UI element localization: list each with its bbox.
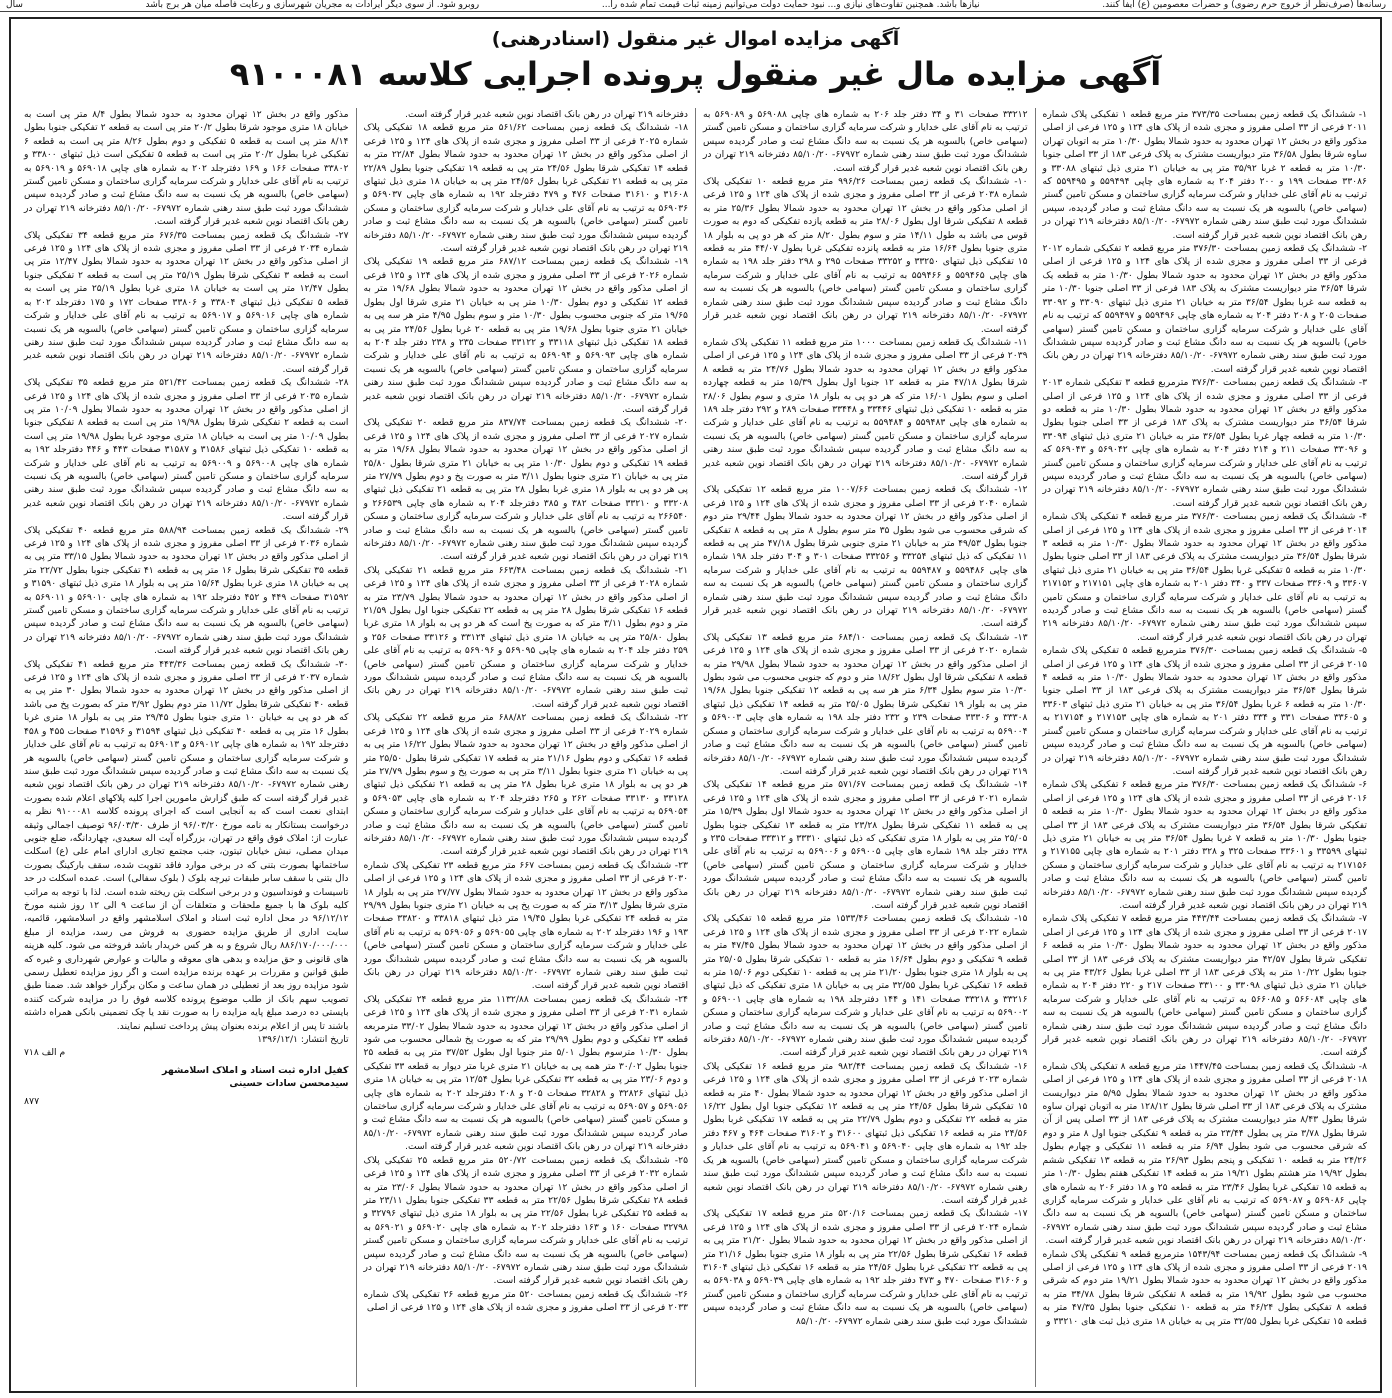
column-4 xyxy=(17,108,356,1387)
notice-item: ۱۱- ششدانگ یک قطعه زمین بمساحت ۱۰۰۰ متر مربع قطعه ۱۱ تفکیکی پلاک شماره ۲۰۳۹ فرعی از ۳۳ اصلی مفروز و مجزی شده از پلاک های ۱۲۴ و ۱۲۵ فرعی از اصلی مذکور واقع در بخش ۱۲ تهران محدود به حدود شمالا بطول ۲۴/۷۶ متر به قطعه ۸ شرقا بطول ۴۷/۱۸ متر به قطعه ۱۲ جنوبا اول بطول ۱۵/۳۹ متر به قطعه چهارده اصلی و سوم بطول ۱۶/۰۱ متر که هر دو پی به بلوار ۱۸ متری و سوم بطول ۲۸/۰۶ متر به قطعه ۱۰ تفکیکی ذیل ثبتهای ۳۳۴۴۶ و ۳۳۴۴۸ صفحات ۲۸۹ و ۲۹۲ دفتر جلد ۱۸۹ به شماره های چاپی ۵۵۹۴۸۳ و ۵۵۹۴۸۴ به ترتیب به نام آقای علی خدایار و شرکت سرمایه گزاری ساختمان و مسکن تامین گستر (سهامی خاص) بالسویه هر یک نسبت به سه دانگ مشاع ثبت و صادر گردیده سپس ششدانگ مورد ثبت طبق سند رهنی شماره ۶۷۹۷۲- ۸۵/۱۰/۲۰ دفترخانه ۲۱۹ تهران در رهن بانک اقتصاد نوین شعبه غدیر قرار گرفته است. xyxy=(703,336,1028,482)
notice-item: ۱۹- ششدانگ یک قطعه زمین بمساحت ۶۸۷/۱۲ متر مربع قطعه ۱۹ تفکیکی پلاک شماره ۲۰۲۶ فرعی از ۳۳ اصلی مفروز و مجزی شده از پلاک های ۱۲۴ و ۱۲۵ فرعی از اصلی مذکور واقع در بخش ۱۲ تهران محدود به حدود شمالا بطول ۱۹/۶۸ متر به قطعه ۱۲ تفکیکی و دوم بطول ۱۰/۳۰ متر پی به خیابان ۲۱ متری شرقا اول بطول ۱۹/۶۵ متر که جنوبی محسوب بطول ۱۰/۳۰ متر و سوم بطول ۴/۹۵ متر هر سه پی به خیابان ۲۱ متری جنوبا بطول ۱۹/۶۸ متر پی به قطعه ۲۰ غربا بطول ۲۴/۵۶ متر پی به قطعه ۱۸ تفکیکی ذیل ثبتهای ۳۳۱۱۸ و ۳۳۱۲۲ صفحات ۲۳۵ و ۲۳۸ دفتر جلد ۲۰۴ به شماره های چاپی ۵۶۹۰۹۳ و ۵۶۹۰۹۴ به ترتیب به نام آقای علی خدایار و شرکت سرمایه گزاری ساختمان و مسکن تامین گستر (سهامی خاص) بالسویه هر یک نسبت به سه دانگ مشاع ثبت و صادر گردیده سپس ششدانگ مورد ثبت طبق سند رهنی شماره ۶۷۹۷۲- ۸۵/۱۰/۲۰ دفترخانه ۲۱۹ تهران در رهن بانک اقتصاد نوین شعبه غدیر قرار گرفته است. xyxy=(363,256,689,415)
notice-item: ۱۴- ششدانگ یک قطعه زمین بمساحت ۵۷۱/۶۷ متر مربع قطعه ۱۴ تفکیکی پلاک شماره ۲۰۲۱ فرعی از ۳۳ اصلی مفروز و مجزی شده از پلاک های ۱۲۴ و ۱۲۵ فرعی از اصلی مذکور واقع در بخش ۱۲ تهران محدود به حدود شمالا اول بطول ۱۵/۳۹ متر پی به قطعه ۱۱ تفکیکی شرقا بطول ۲۳/۲۸ متر به قطعه ۱۳ تفکیکی جنوبا بطول ۲۵/۰۵ متر پی به بلوار ۱۸ متری تفکیکی که ذیل ثبتهای ۳۳۳۱۰ و ۳۳۳۱۲ صفحات ۲۳۵ و ۲۳۸ دفتر جلد ۱۹۸ شماره های چاپی ۵۶۹۰۰۵ و ۵۶۹۰۰۶ به ترتیب به نام آقای علی خدایار و شرکت سرمایه گزاری ساختمان و مسکن تامین گستر (سهامی خاص) بالسویه هر یک نسبت به سه دانگ مشاع ثبت و صادر گردیده سپس ششدانگ مورد ثبت طبق سند رهنی شماره ۶۷۹۷۲- ۸۵/۱۰/۲۰ دفترخانه ۲۱۹ تهران در رهن بانک اقتصاد نوین شعبه غدیر قرار گرفته است. xyxy=(703,779,1028,911)
notice-item: ۶- ششدانگ یک قطعه زمین بمساحت ۳۷۶/۳۰ متر مربع قطعه ۶ تفکیکی پلاک شماره ۲۰۱۶ فرعی از ۳۳ اصلی مفروز و مجزی شده از پلاک های ۱۲۴ و ۱۲۵ فرعی از اصلی مذکور واقع در بخش ۱۲ تهران محدود به حدود شمالا بطول ۱۰/۳۰ متر به قطعه ۵ تفکیکی شرقا بطول ۳۶/۵۴ متر دیواریست مشترک به پلاک فرعی ۱۸۳ از ۳۳ اصلی جنوبا بطول ۱۰/۳۰ متر به قطعه ۷ غربا بطول ۳۶/۵۴ متر پی به خیابان ۲۱ متری ذیل ثبتهای ۳۳۵۹۹ و ۳۳۶۰۱ صفحات ۳۲۵ و ۳۲۸ دفتر ۲۰۱ به شماره های چاپی ۲۱۷۱۵۵ و ۲۱۷۱۵۶ به ترتیب به نام آقای علی خدایار و شرکت سرمایه گزاری ساختمان و مسکن تامین گستر (سهامی خاص) بالسویه هر یک نسبت به سه دانگ مشاع ثبت و صادر گردیده سپس ششدانگ مورد ثبت طبق سند رهنی شماره ۶۷۹۷۲- ۸۵/۱۰/۲۰ دفترخانه ۲۱۹ تهران در رهن بانک اقتصاد نوین شعبه غدیر قرار گرفته است. xyxy=(1042,779,1368,911)
notice-item: ۲۰- ششدانگ یک قطعه زمین بمساحت ۸۳۷/۷۴ متر مربع قطعه ۲۰ تفکیکی پلاک شماره ۲۰۲۷ فرعی از ۳۳ اصلی مفروز و مجزی شده از پلاک های ۱۲۴ و ۱۲۵ فرعی از اصلی مذکور واقع در بخش ۱۲ تهران محدود به حدود شمالا بطول ۱۹/۶۸ متر به قطعه ۱۹ تفکیکی و دوم بطول ۱۰/۳۰ متر پی به خیابان ۲۱ متری شرقا بطول ۲۵/۸۰ متر پی به خیابان ۲۱ متری جنوبا بطول ۳/۱۱ متر به صورت پخ و دوم بطول ۲۷/۷۹ متر پی هر دو پی به بلوار ۱۸ متری غربا بطول ۲۸ متر پی به قطعه ۲۱ تفکیکی ذیل ثبتهای ۳۳۲۰۸ و ۳۳۲۱۰ صفحات ۳۸۲ و ۳۸۵ دفترجلد ۲۰۴ به شماره های چاپی ۲۶۶۵۳۹ و ۲۶۶۵۴۰ به ترتیب به نام آقای علی خدایار و شرکت سرمایه گزاری ساختمان و مسکن تامین گستر (سهامی خاص) بالسویه هر یک نسبت به سه دانگ مشاع ثبت و صادر گردیده سپس ششدانگ مورد ثبت طبق سند رهنی شماره ۶۷۹۷۲- ۸۵/۱۰/۲۰ دفترخانه ۲۱۹ تهران در رهن بانک اقتصاد نوین شعبه غدیر قرار گرفته است. xyxy=(363,417,689,563)
notice-item: ۴- ششدانگ یک قطعه زمین بمساحت ۳۷۶/۳۰ متر مربع قطعه ۴ تفکیکی پلاک شماره ۲۰۱۴ فرعی از ۳۳ اصلی مفروز و مجزی شده از پلاک های ۱۲۴ و ۱۲۵ فرعی از اصلی مذکور واقع در بخش ۱۲ تهران محدود به حدود شمالا بطول ۱۰/۳۰ متر به قطعه ۳ شرقا بطول ۳۶/۵۴ متر دیواریست مشترک به پلاک فرعی ۱۸۳ از ۳۳ اصلی جنوبا بطول ۱۰/۳۰ متر به قطعه ۵ تفکیکی غربا بطول ۳۶/۵۴ متر پی به خیابان ۲۱ متری ذیل ثبتهای ۳۳۶۰۷ و ۳۳۶۰۹ صفحات ۳۳۷ و ۳۴۰ دفتر ۲۰۱ به شماره های چاپی ۲۱۷۱۵۱ و ۲۱۷۱۵۲ به ترتیب به نام آقای علی خدایار و شرکت سرمایه گزاری ساختمان و مسکن تامین گستر (سهامی خاص) بالسویه هر یک نسبت به سه دانگ مشاع ثبت و صادر گردیده سپس ششدانگ مورد ثبت طبق سند رهنی شماره ۶۷۹۷۲- ۸۵/۱۰/۲۰ دفترخانه ۲۱۹ تهران در رهن بانک اقتصاد نوین شعبه غدیر قرار گرفته است. xyxy=(1042,511,1368,643)
column-4-items xyxy=(24,108,349,1046)
column-1 xyxy=(1035,108,1375,1387)
column-2 xyxy=(695,108,1035,1387)
notice-item: ۱- ششدانگ یک قطعه زمین بمساحت ۳۷۳/۳۵ متر مربع قطعه ۱ تفکیکی پلاک شماره ۲۰۱۱ فرعی از ۳۳ اصلی مفروز و مجزی شده از پلاک های ۱۲۴ و ۱۲۵ فرعی از اصلی مذکور واقع در بخش ۱۲ تهران محدود به حدود شمالا بطول ۱۰/۳۰ متر به اتوبان تهران ساوه شرقا بطول ۳۶/۵۸ متر دیواریست مشترک به پلاک فرعی ۱۸۳ از ۳۳ اصلی جنوبا ۱۰/۳۰ متر به قطعه ۲ غربا ۳۵/۹۲ متر پی به خیابان ۲۱ متری ذیل ثبتهای ۳۳۰۸۸ و ۳۳۰۸۶ صفحات ۱۹۹ و ۲۰۰ دفتر ۲۰۴ به شماره های چاپی ۵۵۹۴۹۴ و ۵۵۹۴۹۵ که ترتیب به نام آقای علی خدایار و شرکت سرمایه گزاری ساختمان و مسکن تامین گستر (سهامی خاص) بالسویه هر یک نسبت به سه دانگ مشاع ثبت و صادر گردیده، سپس ششدانگ مورد ثبت طبق سند رهنی شماره ۶۷۹۷۲- ۸۵/۱۰/۲۰ دفترخانه ۲۱۹ تهران در رهن بانک اقتصاد نوین شعبه غدیر قرار گرفته است. xyxy=(1042,109,1368,241)
top-strip-text-1: رسانه‌ها (صرف‌نظر از خروج حرم رضوی) و حضرات معصومین (ع) ایفا کنند. xyxy=(1102,0,1386,10)
notice-item: ۲۲- ششدانگ یک قطعه زمین بمساحت ۶۸۸/۸۲ متر مربع قطعه ۲۲ تفکیکی پلاک شماره ۲۰۲۹ فرعی از ۳۳ اصلی مفروز و مجزی شده از پلاک های ۱۲۴ و ۱۲۵ فرعی از اصلی مذکور واقع در بخش ۱۲ تهران محدود به حدود شمالا بطول ۱۶/۲۲ متر پی به قطعه ۱۶ تفکیکی و دوم بطول ۲۱/۱۶ متر به قطعه ۱۷ تفکیکی شرقا بطول ۲۵/۵۰ متر پی به خیابان ۲۱ متری جنوبا بطول ۳/۱۱ متر پی به صورت پخ و سوم بطول ۲۷/۷۹ متر هر دو پی به بلوار ۱۸ متری غربا بطول ۲۸ متر پی به قطعه ۲۱ تفکیکی ذیل ثبتهای ۳۳۱۲۸ و ۳۳۱۳۰ صفحات ۲۶۲ و ۲۶۵ دفترجلد ۲۰۴ به شماره های چاپی ۵۶۹۰۵۳ و ۵۶۹۰۵۴ به ترتیب به نام آقای علی خدایار و شرکت سرمایه گزاری ساختمان و مسکن تامین گستر (سهامی خاص) بالسویه هر یک نسبت به سه دانگ مشاع ثبت و صادر گردیده سپس ششدانگ مورد ثبت طبق سند رهنی شماره ۶۷۹۷۲- ۸۵/۱۰/۲۰ دفترخانه ۲۱۹ تهران در رهن بانک اقتصاد نوین شعبه غدیر قرار گرفته است. xyxy=(363,712,689,858)
notice-title: آگهی مزایده مال غیر منقول پرونده اجرایی کلاسه ۹۱۰۰۰۸۱ xyxy=(229,55,1162,93)
notice-item: ۱۲- ششدانگ یک قطعه زمین بمساحت ۱۰۰۷/۶۶ متر مربع قطعه ۱۲ تفکیکی پلاک شماره ۲۰۴۰ فرعی از ۳۳ اصلی مفروز و مجزی شده از پلاک های ۱۲۴ و ۱۲۵ فرعی از اصلی مذکور واقع در بخش ۱۲ تهران محدود به حدود شمالا بطول ۲۹/۴۴ متر دوم که شرقی محسوب می شود بطول ۳۵ متر سوم بطول ۸ متر پی به قطعه ۸ تفکیکی جنوبا بطول ۴۹/۵۳ متر به خیابان ۲۱ متری جنوبی شرقا بطول ۴۷/۱۸ متر پی به قطعه ۱۱ تفکیکی که ذیل ثبتهای ۳۳۲۵۴ و ۳۳۲۵۶ صفحات ۳۰۱ و ۳۰۴ دفتر جلد ۱۹۸ شماره های چاپی ۵۵۹۴۸۶ و ۵۵۹۴۸۷ به ترتیب به نام آقای علی خدایار و شرکت سرمایه گزاری ساختمان و مسکن تامین گستر (سهامی خاص) بالسویه هر یک نسبت به سه دانگ مشاع ثبت و صادر گردیده سپس ششدانگ مورد ثبت طبق سند رهنی شماره ۶۷۹۷۲- ۸۵/۱۰/۲۰ دفترخانه ۲۱۹ تهران در رهن بانک اقتصاد نوین شعبه غدیر قرار گرفته است. xyxy=(703,484,1028,630)
top-strip-text-2: نیازها باشد. همچنین تفاوت‌های نیازی و... نبود حمایت دولت می‌توانیم زمینه ثبات قیمت تمام شده را... xyxy=(601,0,980,10)
notice-item: ۱۷- ششدانگ یک قطعه زمین بمساحت ۵۲۰/۱۶ متر مربع قطعه ۱۷ تفکیکی پلاک شماره ۲۰۲۴ فرعی از ۳۳ اصلی مفروز و مجزی شده از پلاک های ۱۲۴ و ۱۲۵ فرعی از اصلی مذکور واقع در بخش ۱۲ تهران محدود به حدود شمالا بطول ۲۱/۲۰ متر پی به قطعه ۱۶ تفکیکی شرقا بطول ۲۲/۵۶ متر پی به بلوار ۱۸ متری جنوبا بطول ۲۱/۱۶ متر پی به قطعه ۲۲ تفکیکی غربا بطول ۲۴/۵۶ متر به قطعه ۱۶ تفکیکی ذیل ثبتهای ۳۱۶۰۴ و ۳۱۶۰۶ صفحات ۴۷۰ و ۴۷۳ دفتر جلد ۱۹۲ به شماره های چاپی ۵۶۹۰۳۹ و ۵۶۹۰۳۸ به ترتیب به نام آقای علی خدایار و شرکت سرمایه گزاری ساختمان و مسکن تامین گستر (سهامی خاص) بالسویه هر یک نسبت به سه دانگ مشاع ثبت و صادر گردیده سپس ششدانگ مورد ثبت طبق سند رهنی شماره ۶۷۹۷۲- ۸۵/۱۰/۲۰ xyxy=(703,1208,1028,1327)
notice-item: ۱۸- ششدانگ یک قطعه زمین بمساحت ۵۶۱/۶۲ متر مربع قطعه ۱۸ تفکیکی پلاک شماره ۲۰۲۵ فرعی از ۳۳ اصلی مفروز و مجزی شده از پلاک های ۱۲۴ و ۱۲۵ فرعی از اصلی مذکور واقع در بخش ۱۲ تهران محدود به حدود شمالا بطول ۲۲/۸۴ متر به قطعه ۱۴ تفکیکی شرقا بطول ۲۴/۵۶ متر پی به قطعه ۱۹ تفکیکی جنوبا بطول ۲۲/۸۹ متر پی به قطعه ۲۱ تفکیکی غربا بطول ۲۴/۵۶ متر پی به خیابان ۱۸ متری ذیل ثبتهای ۳۱۶۰۸ و ۳۱۶۱۰ صفحات ۴۷۶ و ۴۷۹ دفترجلد ۱۹۲ به شماره های چاپی ۵۶۹۰۳۷ و ۵۶۹۰۳۶ به ترتیب به نام آقای علی خدایار و شرکت سرمایه گزاری ساختمان و مسکن تامین گستر (سهامی خاص) بالسویه هر یک نسبت به سه دانگ مشاع ثبت و صادر گردیده سپس ششدانگ مورد ثبت طبق سند رهنی شماره ۶۷۹۷۲- ۸۵/۱۰/۲۰ دفترخانه ۲۱۹ تهران در رهن بانک اقتصاد نوین شعبه غدیر قرار گرفته است. xyxy=(363,122,689,255)
notice-item: مذکور واقع در بخش ۱۲ تهران محدود به حدود شمالا بطول ۸/۴ متر پی است به خیابان ۱۸ متری موجود شرقا بطول ۲۰/۲ متر پی است به قطعه ۲ تفکیکی جنوبا بطول ۸/۱۴ متر پی است به قطعه ۵ تفکیکی و دوم بطول ۸/۲۶ متر پی است به قطعه ۶ تفکیکی غربا بطول ۲۰/۲ متر پی است به قطعه ۵ تفکیکی است ذیل ثبتهای ۳۳۸۰۰ و ۳۳۸۰۲ صفحات ۱۶۶ و ۱۶۹ دفترجلد ۲۰۲ به شماره های چاپی ۵۶۹۰۱۸ و ۵۶۹۰۱۹ به ترتیب به نام آقای علی خدایار و شرکت سرمایه گزاری ساختمان و مسکن تامین گستر (سهامی خاص) بالسویه هر یک نسبت به سه دانگ مشاع ثبت و صادر گردیده سپس ششدانگ مورد ثبت طبق سند رهنی شماره ۶۷۹۷۲- ۸۵/۱۰/۲۰ دفترخانه ۲۱۹ تهران در رهن بانک اقتصاد نوین شعبه غدیر قرار گرفته است. xyxy=(24,109,349,228)
notice-item: ۷- ششدانگ یک قطعه زمین بمساحت ۴۴۳/۴۴ متر مربع قطعه ۷ تفکیکی پلاک شماره ۲۰۱۷ فرعی از ۳۳ اصلی مفروز و مجزی شده از پلاک های ۱۲۴ و ۱۲۵ فرعی از اصلی مذکور واقع در بخش ۱۲ تهران محدود به حدود شمالا بطول ۱۰/۳۰ متر به قطعه ۶ تفکیکی شرقا بطول ۴۲/۵۷ متر دیواریست مشترک به پلاک فرعی ۱۸۳ از ۳۳ اصلی جنوبا بطول ۱۰/۲۲ متر به پلاک فرعی ۱۸۳ از ۳۳ اصلی غربا بطول ۴۳/۲۶ متر پی به خیابان ۲۱ متری ذیل ثبتهای ۳۳۰۹۸ و ۳۳۱۰۰ صفحات ۲۱۷ و ۲۲۰ دفتر ۲۰۴ به شماره های چاپی ۵۶۶۰۸۴ و ۵۶۶۰۸۵ به ترتیب به نام آقای علی خدایار و شرکت سرمایه گزاری ساختمان و مسکن تامین گستر (سهامی خاص) بالسویه هر یک نسبت به سه دانگ مشاع ثبت و صادر گردیده سپس ششدانگ مورد ثبت طبق سند رهنی شماره ۶۷۹۷۲- ۸۵/۱۰/۲۰ دفترخانه ۲۱۹ تهران در رهن بانک اقتصاد نوین شعبه غدیر قرار گرفته است. xyxy=(1042,913,1368,1059)
notice-columns xyxy=(17,108,1374,1387)
notice-item: ۲۱- ششدانگ یک قطعه زمین بمساحت ۶۶۳/۴۸ متر مربع قطعه ۲۱ تفکیکی پلاک شماره ۲۰۲۸ فرعی از ۳۳ اصلی مفروز و مجزی شده از پلاک های ۱۲۴ و ۱۲۵ فرعی از اصلی مذکور واقع در بخش ۱۲ تهران محدود به حدود شمالا بطول ۲۳/۷۹ متر به قطعه ۱۶ تفکیکی شرقا بطول ۲۸ متر پی به قطعه ۲۲ تفکیکی جنوبا اول بطول ۲۱/۵۹ متر و دوم بطول ۳/۱۱ متر که به صورت پخ است که هر دو پی به بلوار ۱۸ متری غربا بطول ۲۵/۸۰ متر پی به خیابان ۱۸ متری ذیل ثبتهای ۳۳۱۲۴ و ۳۳۱۲۶ صفحات ۲۵۶ و ۲۵۹ دفتر جلد ۲۰۴ به شماره های چاپی ۵۶۹۰۹۵ و ۵۶۹۰۹۶ به ترتیب به نام آقای علی خدایار و شرکت سرمایه گزاری ساختمان و مسکن تامین گستر (سهامی خاص) بالسویه هر یک نسبت به سه دانگ مشاع ثبت و صادر گردیده سپس ششدانگ مورد ثبت طبق سند رهنی شماره ۶۷۹۷۲- ۸۵/۱۰/۲۰ دفترخانه ۲۱۹ تهران در رهن بانک اقتصاد نوین شعبه غدیر قرار گرفته است. xyxy=(363,564,689,710)
notice-item: ۸- ششدانگ یک قطعه زمین بمساحت ۱۴۴۷/۴۵ متر مربع قطعه ۸ تفکیکی پلاک شماره ۲۰۱۸ فرعی از ۳۳ اصلی مفروز و مجزی شده از پلاک های ۱۲۴ و ۱۲۵ فرعی از اصلی مذکور واقع در بخش ۱۲ تهران محدود به حدود شمالا بطول ۵/۹۵ متر دیواریست مشترک به پلاک فرعی ۱۸۳ از ۳۳ اصلی شرقا بطول ۱۲۸/۱۲ متر به اتوبان تهران ساوه شرقا بطول ۸/۴۳ متر دیواریست مشترک به پلاک فرعی ۱۸۳ از ۳۳ اصلی پس از آن شرقا بطول ۳/۷۸ متر پی بطول ۲۳/۴۴ متر به قطعه ۹ تفکیکی جنوبا اول ۸ متر و دوم که شرقی محسوب می شود بطول ۶/۹۴ متر به قطعه ۱۱ تفکیکی و چهارم بطول ۲۴/۲۶ متر به قطعه ۱۰ تفکیکی و پنجم بطول ۲۶/۹۳ متر به قطعه ۱۳ تفکیکی ششم بطول ۱۹/۹۲ متر هشتم بطول ۱۹/۲۱ متر به قطعه ۱۴ تفکیکی هفتم بطول ۱۰/۳۰ متر به قطعه ۱۵ تفکیکی غربا بطول ۲۳/۴۶ متر به قطعه ۲۵ و ۱۸ دفتر ۲۰۶ به شماره های چاپی ۵۶۹۰۸۶ و ۵۶۹۰۸۷ که ترتیب به نام آقای علی خدایار و شرکت سرمایه گزاری ساختمان و مسکن تامین گستر (سهامی خاص) بالسویه هر یک نسبت به سه دانگ مشاع ثبت و صادر گردیده سپس ششدانگ مورد ثبت طبق سند رهنی شماره ۶۷۹۷۲- ۸۵/۱۰/۲۰ دفترخانه ۲۱۹ تهران در رهن بانک اقتصاد نوین شعبه غدیر قرار گرفته است. xyxy=(1042,1060,1368,1247)
top-strip xyxy=(0,0,1392,12)
notice-item: ۱۳- ششدانگ یک قطعه زمین بمساحت ۶۸۴/۱۰ متر مربع قطعه ۱۳ تفکیکی پلاک شماره ۲۰۲۰ فرعی از ۳۳ اصلی مفروز و مجزی شده از پلاک های ۱۲۴ و ۱۲۵ فرعی از اصلی مذکور واقع در بخش ۱۲ تهران محدود به حدود شمالا بطول ۲۹/۹۸ متر به قطعه ۸ تفکیکی شرقا اول بطول ۱۸/۶۲ متر و دوم که جنوبی محسوب می شود بطول ۱۰/۳۰ متر سوم بطول ۶/۳۴ متر هر سه پی به قطعه ۱۲ تفکیکی جنوبا بطول ۱۹/۶۸ متر پی به بلوار ۱۹ تفکیکی شرقا بطول ۲۵/۰۵ متر به قطعه ۱۴ تفکیکی ذیل ثبتهای ۳۳۳۰۸ و ۳۳۳۰۶ صفحات ۲۳۹ و ۲۳۲ دفتر جلد ۱۹۸ به شماره های چاپی ۵۶۹۰۰۳ و ۵۶۹۰۰۴ به ترتیب به نام آقای علی خدایار و شرکت سرمایه گزاری ساختمان و مسکن تامین گستر (سهامی خاص) بالسویه هر یک نسبت به سه دانگ مشاع ثبت و صادر گردیده سپس ششدانگ مورد ثبت طبق سند رهنی شماره ۶۷۹۷۲- ۸۵/۱۰/۲۰ دفترخانه ۲۱۹ تهران در رهن بانک اقتصاد نوین شعبه غدیر قرار گرفته است. xyxy=(703,631,1028,777)
notice-item: ۲- ششدانگ یک قطعه زمین بمساحت ۳۷۶/۳۰ متر مربع قطعه ۲ تفکیکی شماره ۲۰۱۲ فرعی از ۳۳ اصلی مفروز و مجزی شده از پلاک های ۱۲۴ و ۱۲۵ فرعی از اصلی مذکور واقع در بخش ۱۲ تهران محدود به حدود شمالا بطول ۱۰/۳۰ متر به قطعه یک شرقا ۳۶/۵۴ متر دیواریست مشترک به پلاک ۱۸۳ فرعی از ۳۳ اصلی جنوبا ۱۰/۳۰ متر به قطعه سه غربا بطول ۳۶/۵۴ متر به خیابان ۲۱ متری ذیل ثبتهای ۳۳۰۹۰ و ۳۳۰۹۲ صفحات ۲۰۵ و ۲۰۸ دفتر ۲۰۴ به شماره های چاپی ۵۵۹۴۹۶ و ۵۵۹۴۹۷ که ترتیب به نام آقای علی خدایار و شرکت سرمایه گزاری ساختمان و مسکن تامین گستر (سهامی خاص) بالسویه هر یک نسبت به سه دانگ مشاع ثبت و صادر گردیده سپس ششدانگ مورد ثبت طبق سند رهنی شماره ۶۷۹۷۲- ۸۵/۱۰/۲۰ دفترخانه ۲۱۹ تهران در رهن بانک اقتصاد نوین شعبه غدیر قرار گرفته است. xyxy=(1042,243,1368,375)
notice-item: ۲۷- ششدانگ یک قطعه زمین بمساحت ۶۷۶/۳۵ متر مربع قطعه ۳۴ تفکیکی پلاک شماره ۲۰۳۴ فرعی از ۳۳ اصلی مفروز و مجزی شده از پلاک های ۱۲۴ و ۱۲۵ فرعی از اصلی مذکور واقع در بخش ۱۲ تهران محدود به حدود شمالا بطول ۱۲/۴۷ متر پی است به قطعه ۳ تفکیکی شرقا بطول ۲۵/۱۹ متر پی است به قطعه ۲ تفکیکی جنوبا بطول ۱۲/۴۷ متر پی است به خیابان ۱۸ متری غربا بطول ۲۵/۱۹ متر پی است به قطعه ۵ تفکیکی ذیل ثبتهای ۳۳۸۰۴ و ۳۳۸۰۶ صفحات ۱۷۲ و ۱۷۵ دفترجلد ۲۰۲ به شماره های چاپی ۵۶۹۰۱۶ و ۵۶۹۰۱۷ به ترتیب به نام آقای علی خدایار و شرکت سرمایه گزاری ساختمان و مسکن تامین گستر (سهامی خاص) بالسویه هر یک نسبت به سه دانگ مشاع ثبت و صادر گردیده سپس ششدانگ مورد ثبت طبق سند رهنی شماره ۶۷۹۷۲- ۸۵/۱۰/۲۰ دفترخانه ۲۱۹ تهران در رهن بانک اقتصاد نوین شعبه غدیر قرار گرفته است. xyxy=(24,229,349,375)
notice-item: ۲۸- ششدانگ یک قطعه زمین بمساحت ۵۲۱/۴۲ متر مربع قطعه ۳۵ تفکیکی پلاک شماره ۲۰۳۵ فرعی از ۳۳ اصلی مفروز و مجزی شده از پلاک های ۱۲۴ و ۱۲۵ فرعی از اصلی مذکور واقع در بخش ۱۲ تهران محدود به حدود شمالا بطول ۱۰/۰۹ متر پی است به قطعه ۲ تفکیکی شرقا بطول ۱۹/۹۸ متر پی است به قطعه ۸ تفکیکی جنوبا بطول ۱۰/۰۹ متر پی است به خیابان ۱۸ متری موجود غربا بطول ۱۹/۹۸ متر پی است به قطعه ۱۰ تفکیکی ذیل ثبتهای ۳۱۵۸۶ و ۳۱۵۸۷ صفحات ۴۴۳ و ۴۴۶ دفترجلد ۱۹۲ به شماره های چاپی ۵۶۹۰۰۸ و ۵۶۹۰۰۹ به ترتیب به نام آقای علی خدایار و شرکت سرمایه گزاری ساختمان و مسکن تامین گستر (سهامی خاص) بالسویه هر یک نسبت به سه دانگ مشاع ثبت و صادر گردیده سپس ششدانگ مورد ثبت طبق سند رهنی شماره ۶۷۹۷۲- ۸۵/۱۰/۲۰ دفترخانه ۲۱۹ تهران در رهن بانک اقتصاد نوین شعبه غدیر قرار گرفته است. xyxy=(24,377,349,523)
notice-item: ۲۵- ششدانگ یک قطعه زمین بمساحت ۵۲۰/۷۲ متر مربع قطعه ۲۵ تفکیکی پلاک شماره ۲۰۳۲ فرعی از ۳۳ اصلی مفروز و مجزی شده از پلاک های ۱۲۴ و ۱۲۵ فرعی از اصلی مذکور واقع در بخش ۱۲ تهران محدود به حدود شمالا بطول ۲۳/۰۶ متر به قطعه ۲۸ تفکیکی شرقا بطول ۲۲/۵۶ متر به قطعه ۳۳ تفکیکی جنوبا بطول ۲۳/۱۱ متر به قطعه ۲۵ تفکیکی غربا بطول ۲۲/۵۶ متر پی به بلوار ۱۸ متری ذیل ثبتهای ۳۲۷۹۶ و ۳۲۷۹۸ صفحات ۱۶۰ و ۱۶۳ دفترجلد ۲۰۲ به شماره های چاپی ۵۶۹۰۲۰ و ۵۶۹۰۲۱ به ترتیب به نام آقای علی خدایار و شرکت سرمایه گزاری ساختمان و مسکن تامین گستر (سهامی خاص) بالسویه هر یک نسبت به سه دانگ مشاع ثبت و صادر گردیده سپس ششدانگ مورد ثبت طبق سند رهنی شماره ۶۷۹۷۲- ۸۵/۱۰/۲۰ دفترخانه ۲۱۹ تهران در رهن بانک اقتصاد نوین شعبه غدیر قرار گرفته است. xyxy=(363,1154,689,1287)
notice-subtitle: آگهی مزایده اموال غیر منقول (اسنادرهنی) xyxy=(491,28,900,50)
notice-item: ۲۴- ششدانگ یک قطعه زمین بمساحت ۱۱۳۲/۸۸ متر مربع قطعه ۲۴ تفکیکی پلاک شماره ۲۰۳۱ فرعی از ۳۳ اصلی مفروز و مجزی شده از پلاک های ۱۲۴ و ۱۲۵ فرعی از اصلی مذکور واقع در بخش ۱۲ تهران محدود به حدود شمالا بطول ۳۳/۰۲ مترمربعه قطعه ۲۳ تفکیکی و دوم بطول ۲۹/۹۹ متر که به صورت پخ شمالی محسوب می شود بطول ۱۰/۳۰ مترسوم بطول ۵/۰۱ متر جنوبا اول بطول ۳۷/۵۲ متر پی به قطعه ۲۵ جنوبا بطول ۳۰/۰۲ متر همه پی به خیابان ۲۱ متری غربا متر دیوار به قطعه ۳۳ تفکیکی و دوم ۲۳/۰۶ متر پی به قطعه ۳۲ تفکیکی غربا بطول ۱۲/۵۴ متر پی به خیابان ۱۸ متری ذیل ثبتهای ۳۲۸۲۶ و ۳۲۸۲۸ صفحات ۲۰۵ و ۲۰۸ دفترجلد ۲۰۲ به شماره های چاپی ۵۶۹۰۵۶ و ۵۶۹۰۵۷ به ترتیب به نام آقای علی خدایار و شرکت سرمایه گزاری ساختمان و مسکن تامین گستر (سهامی خاص) بالسویه هر یک نسبت به سه دانگ مشاع ثبت و صادر گردیده سپس ششدانگ مورد ثبت طبق سند رهنی شماره ۶۷۹۷۲- ۸۵/۱۰/۲۰ دفترخانه ۲۱۹ تهران در رهن بانک اقتصاد نوین شعبه غدیر قرار گرفته است. xyxy=(363,993,689,1153)
notice-frame xyxy=(9,17,1382,1393)
notice-item: ۵- ششدانگ یک قطعه زمین بمساحت ۳۷۶/۳۰ مترمربع قطعه ۵ تفکیکی پلاک شماره ۲۰۱۵ فرعی از ۳۳ اصلی مفروز و مجزی شده از پلاک های ۱۲۴ و ۱۲۵ فرعی از اصلی مذکور واقع در بخش ۱۲ تهران محدود به حدود شمالا بطول ۱۰/۳۰ متر به قطعه ۴ شرقا بطول ۳۶/۵۴ متر دیواریست مشترک به پلاک فرعی ۱۸۳ از ۳۳ اصلی جنوبا ۱۰/۳۰ متر به قطعه ۶ غربا بطول ۳۶/۵۴ متر پی به خیابان ۲۱ متری ذیل ثبتهای ۳۳۶۰۳ و ۳۳۶۰۵ صفحات ۳۳۱ و ۳۳۴ دفتر ۲۰۱ به شماره های چاپی ۲۱۷۱۵۳ و ۲۱۷۱۵۴ به ترتیب به نام آقای علی خدایار و شرکت سرمایه گزاری ساختمان و مسکن تامین گستر (سهامی خاص) بالسویه هر یک نسبت به سه دانگ مشاع ثبت و صادر گردیده سپس ششدانگ مورد ثبت طبق سند رهنی شماره ۶۷۹۷۲- ۸۵/۱۰/۲۰ دفترخانه ۲۱۹ تهران در رهن بانک اقتصاد نوین شعبه غدیر قرار گرفته است. xyxy=(1042,645,1368,777)
notice-item: ۲۳- ششدانگ یک قطعه زمین بمساحت ۶۶۷ متر مربع قطعه ۲۳ تفکیکی پلاک شماره ۲۰۳۰ فرعی از ۳۳ اصلی مفروز و مجزی شده از پلاک های ۱۲۴ و ۱۲۵ فرعی از اصلی مذکور واقع در بخش ۱۲ تهران محدود به حدود شمالا بطول ۲۷/۷۷ متر پی به بلوار ۱۸ متری شرقا بطول ۳/۱۳ متر که به صورت پخ پی به خیابان ۲۱ متری جنوبا بطول ۲۹/۹۹ متر به قطعه ۲۴ تفکیکی غربا بطول ۱۹/۴۵ متر ذیل ثبتهای ۳۳۸۱۸ و ۳۳۸۲۰ صفحات ۱۹۳ و ۱۹۶ دفترجلد ۲۰۲ به شماره های چاپی ۵۶۹۰۵۵ و ۵۶۹۰۵۶ به ترتیب به نام آقای علی خدایار و شرکت سرمایه گزاری ساختمان و مسکن تامین گستر (سهامی خاص) بالسویه هر یک نسبت به سه دانگ مشاع ثبت و صادر گردیده سپس ششدانگ مورد ثبت طبق سند رهنی شماره ۶۷۹۷۲- ۸۵/۱۰/۲۰ دفترخانه ۲۱۹ تهران در رهن بانک اقتصاد نوین شعبه غدیر قرار گرفته است. xyxy=(363,859,689,992)
top-strip-text-4: سال xyxy=(6,0,23,10)
signatory-name: سیدمحسن سادات حسینی xyxy=(229,1078,349,1090)
notice-item: ۳۳۲۱۲ صفحات ۳۱ و ۳۴ دفتر جلد ۲۰۶ به شماره های چاپی ۵۶۹۰۸۸ و ۵۶۹۰۸۹ به ترتیب به نام آقای علی خدایار و شرکت سرمایه گزاری ساختمان و مسکن تامین گستر (سهامی خاص) بالسویه هر یک نسبت به سه دانگ مشاع ثبت و صادر گردیده سپس ششدانگ مورد ثبت طبق سند رهنی شماره ۶۷۹۷۲- ۸۵/۱۰/۲۰ دفترخانه ۲۱۹ تهران در رهن بانک اقتصاد نوین شعبه غدیر قرار گرفته است. xyxy=(703,109,1028,174)
notice-item: ۳۰- ششدانگ یک قطعه زمین بمساحت ۴۴۳/۳۶ متر مربع قطعه ۴۱ تفکیکی پلاک شماره ۲۰۳۷ فرعی از ۳۳ اصلی مفروز و مجزی شده از پلاک های ۱۲۴ و ۱۲۵ فرعی از اصلی مذکور واقع در بخش ۱۲ تهران محدود به حدود شمالا بطول ۳۰ متر پی به قطعه ۴۰ تفکیکی شرقا بطول ۱۱/۷۲ متر دوم بطول ۳/۹۲ متر که بصورت پخ می باشد که هر دو پی به خیابان ۱۰ متری جنوبا بطول ۲۹/۴۵ متر پی به بلوار ۱۸ متری غربا بطول ۱۶ متر پی به قطعه ۴۰ تفکیکی ذیل ثبتهای ۳۱۵۹۴ و ۳۱۵۹۶ صفحات ۴۵۵ و ۴۵۸ دفترجلد ۱۹۲ به شماره های چاپی ۵۶۹۰۱۲ و ۵۶۹۰۱۳ به ترتیب به نام آقای علی خدایار و شرکت سرمایه گزاری ساختمان و مسکن تامین گستر (سهامی خاص) بالسویه هر یک نسبت به سه دانگ مشاع ثبت و صادر گردیده سپس ششدانگ مورد ثبت طبق سند رهنی شماره ۶۷۹۷۲- ۸۵/۱۰/۲۰ دفترخانه ۲۱۹ تهران در رهن بانک اقتصاد نوین شعبه غدیر قرار گرفته است که طبق گزارش مامورین اجرا کلیه پلاکهای اعلام شده بصورت ابتدای نعمت است که به آنجایی است که اجرای پرونده کلاسه ۹۱۰۰۰۸۱ نظر به درخواست بستانکار به نامه مورخ ۹۶/۰۳/۲۰ از طرف ۹۶/۰۳/۳۰ توصیف اجمالی وثیقه عبارت از: املاک فوق واقع در تهران، بزرگراه آیت اله سعیدی، چهاردانگه، ضلع جنوبی میدان مصلی، نبش خیابان تیتون، جنب مجتمع تجاری ادارای امام علی (ع) اسکلت ساختمانها بصورت بتنی که در برخی موارد فاقد تقویت شده، سقف بارکینگ بصورت دال بتنی با سقف سابر طبقات تیرچه بلوک ( بلوک سفالی) است. عمده اسکلت در حد تاسیسات و فونداسیون و در برخی اسکلت بتن ریخته شده است. لذا با توجه به مراتب کلیه بلوک ها با جمیع ملحقات و متعلقات آن از ساعت ۹ الی ۱۲ روز شنبه مورخ ۹۶/۱۲/۱۲ در محل اداره ثبت اسناد و املاک اسلامشهر واقع در اسلامشهر، قائمیه، سایت اداری از طریق مزایده حضوری به فروش می رسد، مزایده از مبلغ ۸۸۶/۱۷۰/۰۰۰/۰۰۰ ریال شروع و به هر کس خریدار باشد فروخته می شود. کلیه هزینه های قانونی و حق مزایده و بدهی های معوقه و مالیات و عوارض شهرداری و غیره که طبق قوانین و مقررات بر عهده برنده مزایده است و اگر روز مزایده تعطیل رسمی شود مزایده روز بعد از تعطیلی در همان ساعت و مکان برگزار خواهد شد. ضمنا طبق تصویب سهم بانک از طلب موضوع پرونده کلاسه فوق را در مزایده شرکت کننده بایستی ده درصد مبلغ پایه مزایده را به صورت نقد یا چک تضمینی بانکی همراه داشته باشند تا پس از اعلام برنده بعنوان پیش پرداخت تسلیم نمایند. xyxy=(24,658,349,1032)
signatory-role: کفیل اداره ثبت اسناد و املاک اسلامشهر xyxy=(162,1064,349,1076)
column-3 xyxy=(356,108,696,1387)
notice-item: ۳- ششدانگ یک قطعه زمین بمساحت ۳۷۶/۳۰ مترمربع قطعه ۳ تفکیکی شماره ۲۰۱۳ فرعی از ۳۳ اصلی مفروز و مجزی شده از پلاک های ۱۲۴ و ۱۲۵ فرعی از اصلی مذکور واقع در بخش ۱۲ تهران محدود به حدود شمالا بطول ۱۰/۳۰ متر به قطعه دو شرقا ۳۶/۵۴ متر دیواریست مشترک به پلاک ۱۸۳ فرعی از ۳۳ اصلی جنوبا بطول ۱۰/۳۰ متر به قطعه چهار غربا بطول ۳۶/۵۴ متر به خیابان ۲۱ متری ذیل ثبتهای ۳۳۰۹۴ و ۳۳۰۹۶ صفحات ۲۱۱ و ۲۱۴ دفتر ۲۰۴ به شماره های چاپی ۵۶۹۰۴۲ و ۵۶۹۰۴۳ که ترتیب به نام آقای علی خدایار و شرکت سرمایه گزاری ساختمان و مسکن تامین گستر (سهامی خاص) بالسویه هر یک نسبت به سه دانگ مشاع ثبت و صادر گردیده سپس ششدانگ مورد ثبت طبق سند رهنی شماره ۶۷۹۷۲- ۸۵/۱۰/۲۰ دفترخانه ۲۱۹ تهران در رهن بانک اقتصاد نوین شعبه غدیر قرار گرفته است. xyxy=(1042,377,1368,509)
ad-reference: م الف ۷۱۸ xyxy=(24,1047,66,1059)
notice-item: ۲۹- ششدانگ یک قطعه زمین بمساحت ۵۸۸/۹۴ متر مربع قطعه ۴۰ تفکیکی پلاک شماره ۲۰۳۶ فرعی از ۳۳ اصلی مفروز و مجزی شده از پلاک های ۱۲۴ و ۱۲۵ فرعی از اصلی مذکور واقع در بخش ۱۲ تهران محدود به حدود شمالا بطول ۳۳/۱۵ متر پی به قطعه ۳۵ تفکیکی شرقا بطول ۱۶ متر پی به قطعه ۴۱ تفکیکی جنوبا بطول ۲۲/۷۲ متر پی به خیابان ۱۸ متری غربا بطول ۱۵/۶۴ متر پی به بلوار ۱۸ متری ذیل ثبتهای ۳۱۵۹۰ و ۳۱۵۹۲ صفحات ۴۴۹ و ۴۵۲ دفترجلد ۱۹۲ به شماره های چاپی ۵۶۹۰۱۰ و ۵۶۹۰۱۱ به ترتیب به نام آقای علی خدایار و شرکت سرمایه گزاری ساختمان و مسکن تامین گستر (سهامی خاص) بالسویه هر یک نسبت به سه دانگ مشاع ثبت و صادر گردیده سپس ششدانگ مورد ثبت طبق سند رهنی شماره ۶۷۹۷۲- ۸۵/۱۰/۲۰ دفترخانه ۲۱۹ تهران در رهن بانک اقتصاد نوین شعبه غدیر قرار گرفته است. xyxy=(24,524,349,657)
notice-item: ۹- ششدانگ یک قطعه زمین بمساحت ۱۵۴۳/۹۴ مترمربع قطعه ۹ تفکیکی پلاک شماره ۲۰۱۹ فرعی از ۳۳ اصلی مفروز و مجزی شده از پلاک های ۱۲۴ و ۱۲۵ فرعی از اصلی مذکور واقع در بخش ۱۲ تهران محدود به حدود شمالا بطول ۱۹/۲۱ متر دوم که شرقی محسوب می شود بطول ۱۹/۹۲ متر به قطعه ۸ تفکیکی شرقا بطول ۳۴/۷۸ متر به قطعه ۸ تفکیکی بطول ۴۶/۲۴ متر به قطعه ۱۰ تفکیکی جنوبا بطول ۴۷/۳۵ متر به قطعه ۱۵ تفکیکی غربا بطول ۳۲/۵۵ متر پی به خیابان ۱۸ متری ذیل ثبت های ۳۳۲۱۰ و xyxy=(1042,1248,1368,1327)
notice-item: دفترخانه ۲۱۹ تهران در رهن بانک اقتصاد نوین شعبه غدیر قرار گرفته است. xyxy=(405,109,688,120)
notice-item: تاریخ انتشار: ۱۳۹۶/۱۲/۱ xyxy=(257,1034,349,1046)
top-strip-text-3: روبرو شود. از سوی دیگر ایرادات به مجریان شهرسازی و رعایت فاصله میان هر برج باشد xyxy=(145,0,480,10)
notice-item: ۱۰- ششدانگ یک قطعه زمین بمساحت ۹۹۶/۲۶ متر مربع قطعه ۱۰ تفکیکی پلاک شماره ۲۰۳۸ فرعی از ۳۳ اصلی مفروز و مجزی شده از پلاک های ۱۲۴ و ۱۲۵ فرعی از اصلی مذکور واقع در بخش ۱۲ تهران محدود به حدود شمالا بطول ۲۵/۳۶ متر به قطعه ۸ تفکیکی شرقا اول بطول ۲۸/۰۶ متر به قطعه یازده تفکیکی که دوم به صورت قوس می باشد به طول ۱۴/۱۱ متر و سوم بطول ۸/۲۰ متر که هر دو پی به بلوار ۱۸ متری جنوبا بطول ۱۶/۶۴ متر به قطعه پانزده تفکیکی غربا بطول ۴۴/۰۷ متر به قطعه ۱۵ تفکیکی ذیل ثبتهای ۳۳۲۵۰ و ۳۳۲۵۲ صفحات ۲۹۵ و ۲۹۸ دفتر جلد ۱۹۸ به شماره های چاپی ۵۵۹۴۶۵ و ۵۵۹۴۶۶ به ترتیب به نام آقای علی خدایار و شرکت سرمایه گزاری ساختمان و مسکن تامین گستر (سهامی خاص) بالسویه هر یک نسبت به سه دانگ مشاع ثبت و صادر گردیده سپس ششدانگ مورد ثبت طبق سند رهنی شماره ۶۷۹۷۲- ۸۵/۱۰/۲۰ دفترخانه ۲۱۹ تهران در رهن بانک اقتصاد نوین شعبه غدیر قرار گرفته است. xyxy=(703,176,1028,335)
notice-item: ۱۶- ششدانگ یک قطعه زمین بمساحت ۹۸۲/۴۴ متر مربع قطعه ۱۶ تفکیکی پلاک شماره ۲۰۲۳ فرعی از ۳۳ اصلی مفروز و مجزی شده از پلاک های ۱۲۴ و ۱۲۵ فرعی از اصلی مذکور واقع در بخش ۱۲ تهران محدود به حدود شمالا بطول ۴۰ متر به قطعه ۱۵ تفکیکی شرقا بطول ۲۴/۵۶ متر پی به قطعه ۱۲ تفکیکی جنوبا اول بطول ۱۶/۲۲ متر به قطعه ۲۲ تفکیکی و دوم بطول ۲۲/۷۹ متر پی به قطعه ۱۷ تفکیکی غربا بطول ۲۴/۵۶ متر به قطعه ۱۶ تفکیکی ذیل ثبتهای ۳۱۶۰۰ و ۳۱۶۰۲ صفحات ۴۶۴ و ۴۶۷ دفتر جلد ۱۹۲ به شماره های چاپی ۵۶۹۰۴۰ و ۵۶۹۰۴۱ به ترتیب به نام آقای علی خدایار و شرکت سرمایه گزاری ساختمان و مسکن تامین گستر (سهامی خاص) بالسویه هر یک نسبت به سه دانگ مشاع ثبت و صادر گردیده سپس ششدانگ مورد ثبت طبق سند رهنی شماره ۶۷۹۷۲- ۸۵/۱۰/۲۰ دفترخانه ۲۱۹ تهران در رهن بانک اقتصاد نوین شعبه غدیر قرار گرفته است. xyxy=(703,1060,1028,1206)
page-number: ۸۷۷ xyxy=(24,1095,40,1107)
notice-item: ۲۶- ششدانگ یک قطعه زمین بمساحت ۵۲۰ متر مربع قطعه ۲۶ تفکیکی پلاک شماره ۲۰۳۳ فرعی از ۳۳ اصلی مفروز و مجزی شده از پلاک های ۱۲۴ و ۱۲۵ فرعی از اصلی xyxy=(363,1288,688,1314)
notice-item: ۱۵- ششدانگ یک قطعه زمین بمساحت ۱۵۳۳/۴۶ متر مربع قطعه ۱۵ تفکیکی پلاک شماره ۲۰۲۲ فرعی از ۳۳ اصلی مفروز و مجزی شده از پلاک های ۱۲۴ و ۱۲۵ فرعی از اصلی مذکور واقع در بخش ۱۲ تهران محدود به حدود شمالا بطول ۴۷/۴۵ متر به قطعه ۹ تفکیکی و دوم بطول ۱۶/۶۴ متر به قطعه ۱۰ تفکیکی شرقا بطول ۲۵/۰۵ متر پی به بلوار ۱۸ متری جنوبا بطول ۲۱/۲۰ متر پی به قطعه ۱۰ تفکیکی دوم ۱۵/۰۶ متر به قطعه ۱۶ تفکیکی غربا بطول ۳۲/۵۵ متر پی به خیابان ۱۸ متری تفکیکی که ذیل ثبتهای ۳۳۲۱۶ و ۳۳۲۱۸ صفحات ۱۴۱ و ۱۴۴ دفترجلد ۱۹۸ به شماره های چاپی ۵۶۹۰۰۱ و ۵۶۹۰۰۲ به ترتیب به نام آقای علی خدایار و شرکت سرمایه گزاری ساختمان و مسکن تامین گستر (سهامی خاص) بالسویه هر یک نسبت به سه دانگ مشاع ثبت و صادر گردیده سپس ششدانگ مورد ثبت طبق سند رهنی شماره ۶۷۹۷۲- ۸۵/۱۰/۲۰ دفترخانه ۲۱۹ تهران در رهن بانک اقتصاد نوین شعبه غدیر قرار گرفته است. xyxy=(703,913,1028,1059)
